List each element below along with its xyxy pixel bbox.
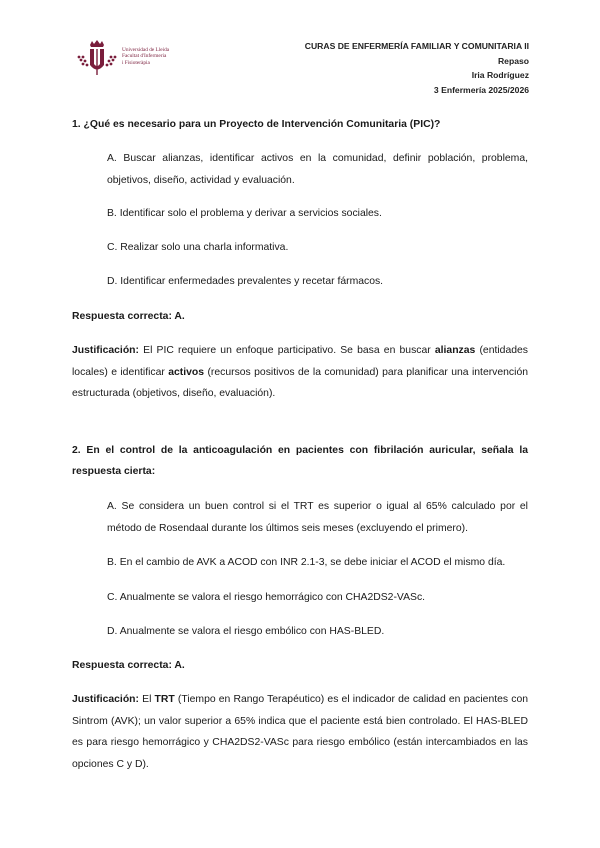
question-2-answer: Respuesta correcta: A. xyxy=(72,660,185,671)
question-1-option-d: D. Identificar enfermedades prevalentes y recetar fármacos. xyxy=(107,276,384,287)
logo-line: Universidad de Lleida xyxy=(122,47,170,53)
justification-emphasis: TRT xyxy=(154,694,175,705)
question-1-option-c: C. Realizar solo una charla informativa. xyxy=(107,242,289,253)
question-2-title: 2. En el control de la anticoagulación en pacientes con fibrilación auricular, señala la respuesta cierta: xyxy=(72,445,528,477)
question-2-option-a: A. Se considera un buen control si el TRT es superior o igual al 65% calculado por el método de Rosendaal durante los últimos seis meses (excluyendo el primero). xyxy=(107,501,528,534)
course-year: 3 Enfermería 2025/2026 xyxy=(433,84,529,95)
question-1-justification xyxy=(72,340,528,405)
question-1-option-b: B. Identificar solo el problema y derivar a servicios sociales. xyxy=(107,208,382,219)
justification-emphasis: alianzas xyxy=(434,345,476,356)
university-logo xyxy=(76,40,169,80)
author-name: Iria Rodríguez xyxy=(471,70,529,81)
justification-text: El PIC requiere un enfoque participativo. Se basa en buscar xyxy=(138,345,435,356)
question-1-title: 1. ¿Qué es necesario para un Proyecto de Intervención Comunitaria (PIC)? xyxy=(72,119,441,130)
university-emblem-icon xyxy=(76,40,118,80)
course-title: CURAS DE ENFERMERÍA FAMILIAR Y COMUNITARIA II xyxy=(304,41,529,51)
justification-text: El xyxy=(138,694,155,705)
question-2-option-c: C. Anualmente se valora el riesgo hemorrágico con CHA2DS2-VASc. xyxy=(107,592,426,603)
justification-emphasis: activos xyxy=(168,366,205,378)
justification-label: Justificación: xyxy=(72,694,139,705)
justification-text: (recursos positivos de la comunidad) para planificar una intervención estructurada (objetivos, diseño, evaluación). xyxy=(72,366,528,399)
justification-text: (entidades locales) e identificar xyxy=(72,345,528,378)
question-2-justification xyxy=(72,689,528,775)
document-type: Repaso xyxy=(497,55,529,66)
logo-text xyxy=(122,47,169,66)
question-2-option-d: D. Anualmente se valora el riesgo embólico con HAS-BLED. xyxy=(107,626,385,637)
document-header xyxy=(305,39,529,97)
justification-label: Justificación: xyxy=(72,345,139,356)
question-1-answer: Respuesta correcta: A. xyxy=(72,311,185,322)
logo-line: Facultat d'Infermeria xyxy=(122,53,167,60)
logo-line: i Fisioteràpia xyxy=(122,59,150,66)
justification-text: (Tiempo en Rango Terapéutico) es el indicador de calidad en pacientes con Sintrom (AVK); un valor superior a 65% indica que el paciente está bien controlado. El HAS-BLED es para riesgo hemorrágico y CHA2DS2-VASc para riesgo embólico (están intercambiados en las opciones C y D). xyxy=(72,694,528,770)
question-1-option-a: A. Buscar alianzas, identificar activos en la comunidad, definir población, problema, objetivos, diseño, actividad y evaluación. xyxy=(107,153,528,186)
question-2-option-b: B. En el cambio de AVK a ACOD con INR 2.1-3, se debe iniciar el ACOD el mismo día. xyxy=(107,557,506,568)
